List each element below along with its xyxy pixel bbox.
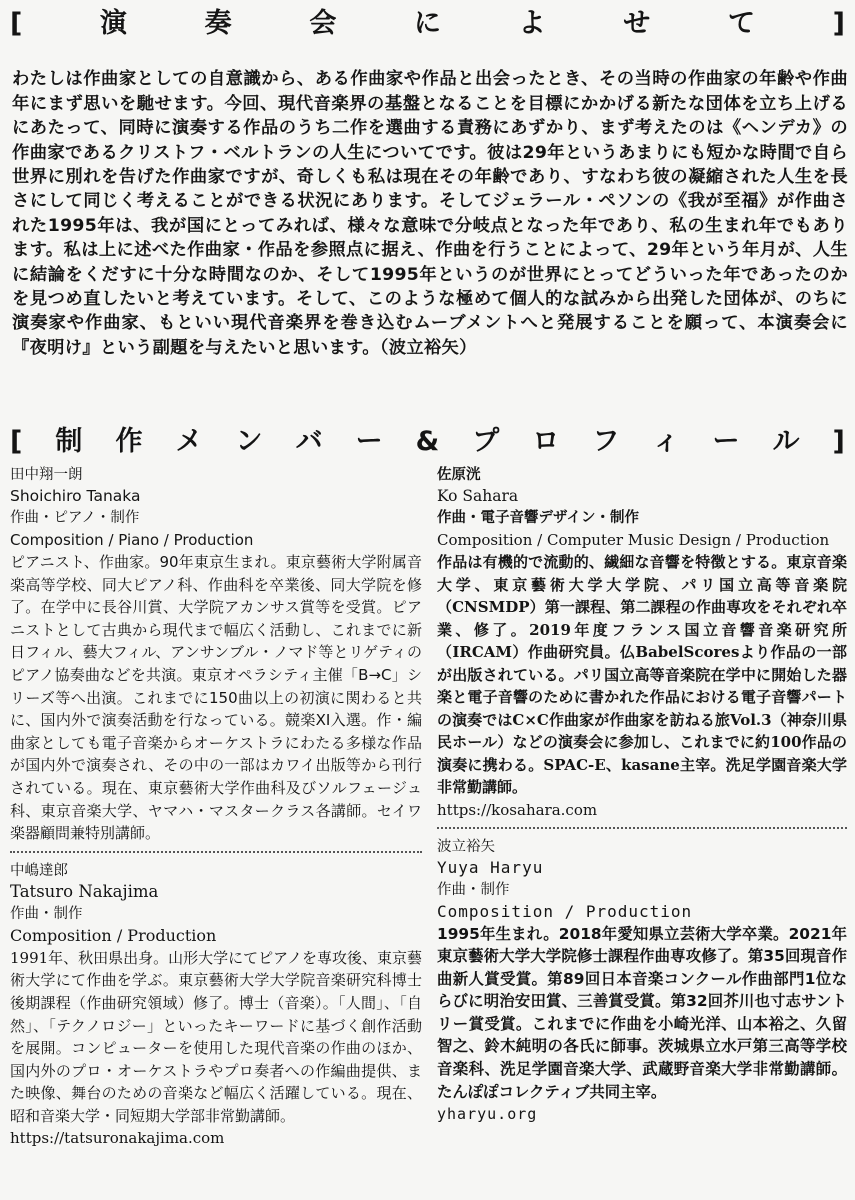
heading-char: 会 xyxy=(309,8,337,39)
heading-char: 奏 xyxy=(204,8,232,39)
member-role-ja: 作曲・制作 xyxy=(437,881,510,898)
profile-divider xyxy=(10,851,422,853)
heading-char: メ xyxy=(175,426,203,457)
member-bio: 1991年、秋田県出身。山形大学にてピアノを専攻後、東京藝術大学にて作曲を学ぶ。東京藝術大学大学院音楽研究科博士後期課程（作曲研究領域）修了。博士（音楽）。「人間」、「自然」、「テクノロジー」といったキーワードに基づく創作活動を展開。コンピューターを使用した現代音楽の作曲のほか、国内外のプロ・オーケストラやプロ奏者への作編曲提供、また映像、舞台のための音楽など幅広く活躍している。現在、昭和音楽大学・同短期大学部非常勤講師。 xyxy=(10,948,422,1125)
member-name-ja: 中嶋達郎 xyxy=(10,862,68,879)
concert-heading xyxy=(10,10,845,37)
right-column xyxy=(437,465,847,1125)
heading-open-bracket: [ xyxy=(10,8,23,39)
heading-open-bracket: [ xyxy=(10,426,23,457)
member-role-ja: 作曲・制作 xyxy=(10,905,83,922)
member-role-ja: 作曲・ピアノ・制作 xyxy=(10,510,140,526)
heading-close-bracket: ] xyxy=(832,426,845,457)
heading-char: バ xyxy=(295,426,323,457)
concert-essay: わたしは作曲家としての自意識から、ある作曲家や作品と出会ったとき、その当時の作曲家の年齢や作曲年にまず思いを馳せます。今回、現代音楽界の基盤となることを目標にかかげる新たな団体を立ち上げるにあたって、同時に演奏する作品のうち二作を選曲する責務にあずかり、まず考えたのは《ヘンデカ》の作曲家であるクリストフ・ベルトランの人生についてです。彼は29年というあまりにも短かな時間で自ら世界に別れを告げた作曲家ですが、奇しくも私は現在その年齢であり、すなわち彼の凝縮された人生を長さにして同じく考えることができる状況にあります。そしてジェラール・ペソンの《我が至福》が作曲された1995年は、我が国にとってみれば、様々な意味で分岐点となった年であり、私の生まれ年でもあります。私は上に述べた作曲家・作品を参照点に据え、作曲を行うことによって、29年という年月が、人生に結論をくだすに十分な時間なのか、そして1995年というのが世界にとってどういった年であったのかを見つめ直したいと考えています。そして、このような極めて個人的な試みから出発した団体が、のちに演奏家や作曲家、もといい現代音楽界を巻き込むムーブメントへと発展することを願って、本演奏会に『夜明け』という副題を与えたいと思います。（波立裕矢） xyxy=(12,69,848,358)
profile-divider xyxy=(437,827,847,829)
heading-char: せ xyxy=(623,8,651,39)
member-name-en: Shoichiro Tanaka xyxy=(10,487,141,505)
member-website-link[interactable]: https://tatsuronakajima.com xyxy=(10,1129,225,1148)
member-bio: ピアニスト、作曲家。90年東京生まれ。東京藝術大学附属音楽高等学校、同大ピアノ科、作曲科を卒業後、同大学院を修了。在学中に長谷川賞、大学院アカンサス賞等を受賞。ピアニストとして古典から現代まで幅広く活動し、これまでに新日フィル、藝大フィル、アンサンブル・ノマド等とリゲティのピアノ協奏曲などを共演。東京オペラシティ主催「B→C」シリーズ等へ出演。これまでに150曲以上の初演に関わると共に、国内外で演奏活動を行なっている。競楽XI入選。作・編曲家としても電子音楽からオーケストラにわたる多様な作品が国内外で演奏され、その中の一部はカワイ出版等から刊行されている。現在、東京藝術大学作曲科及びソルフェージュ科、東京音楽大学、ヤマハ・マスタークラス各講師。セイワ楽器顧問兼特別講師。 xyxy=(10,553,422,843)
left-column xyxy=(10,465,422,1149)
heading-char: よ xyxy=(518,8,546,39)
heading-char: フ xyxy=(592,426,620,457)
profile-sahara xyxy=(437,465,847,821)
member-role-ja: 作曲・電子音響デザイン・制作 xyxy=(437,509,639,526)
heading-char: 作 xyxy=(115,426,143,457)
member-name-en: Ko Sahara xyxy=(437,487,519,505)
members-heading xyxy=(10,428,845,455)
heading-char: 演 xyxy=(100,8,127,39)
member-bio: 作品は有機的で流動的、繊細な音響を特徴とする。東京音楽大学、東京藝術大学大学院、パリ国立高等音楽院（CNSMDP）第一課程、第二課程の作曲専攻をそれぞれ卒業、修了。2019年度フランス国立音響音楽研究所（IRCAM）作曲研究員。仏BabelScoresより作品の一部が出版されている。パリ国立高等音楽院在学中に開始した器楽と電子音響のために書かれた作品における電子音響パートの演奏ではC×C作曲家が作曲家を訪ねる旅Vol.3（神奈川県民ホール）などの演奏会に参加し、これまでに約100作品の演奏に携わる。SPAC-E、kasane主宰。洗足学園音楽大学非常勤講師。 xyxy=(437,553,847,796)
heading-char: プ xyxy=(472,426,500,457)
profile-tanaka xyxy=(10,465,422,845)
profile-nakajima xyxy=(10,861,422,1150)
heading-char: て xyxy=(727,8,755,39)
member-name-ja: 波立裕矢 xyxy=(437,838,495,855)
profile-haryu xyxy=(437,837,847,1126)
heading-char: ン xyxy=(235,426,263,457)
member-name-ja: 佐原洸 xyxy=(437,466,481,483)
member-name-en: Tatsuro Nakajima xyxy=(10,881,159,901)
heading-close-bracket: ] xyxy=(832,8,845,39)
member-role-en: Composition / Production xyxy=(437,901,693,921)
heading-char: ル xyxy=(772,426,800,457)
member-name-ja: 田中翔一朗 xyxy=(10,467,83,483)
member-website-link[interactable]: https://kosahara.com xyxy=(437,800,598,819)
member-name-en: Yuya Haryu xyxy=(437,857,544,877)
member-role-en: Composition / Production xyxy=(10,925,217,945)
heading-char: ー xyxy=(712,426,740,457)
member-website-link[interactable]: yharyu.org xyxy=(437,1105,538,1124)
member-role-en: Composition / Piano / Production xyxy=(10,531,254,549)
heading-char: ロ xyxy=(532,426,560,457)
member-role-en: Composition / Computer Music Design / Production xyxy=(437,531,830,549)
heading-char: ィ xyxy=(652,426,680,457)
heading-char: ー xyxy=(355,426,383,457)
member-bio: 1995年生まれ。2018年愛知県立芸術大学卒業。2021年東京藝術大学大学院修士課程作曲専攻修了。第35回現音作曲新人賞受賞。第89回日本音楽コンクール作曲部門1位ならびに明治安田賞、三善賞受賞。第32回芥川也寸志サントリー賞受賞。これまでに作曲を小崎光洋、山本裕之、久留智之、鈴木純明の各氏に師事。茨城県立水戸第三高等学校音楽科、洗足学園音楽大学、武蔵野音楽大学非常勤講師。たんぽぽコレクティブ共同主宰。 xyxy=(437,924,847,1101)
heading-char: に xyxy=(413,8,441,39)
heading-char: & xyxy=(415,426,440,457)
heading-char: 制 xyxy=(55,426,83,457)
